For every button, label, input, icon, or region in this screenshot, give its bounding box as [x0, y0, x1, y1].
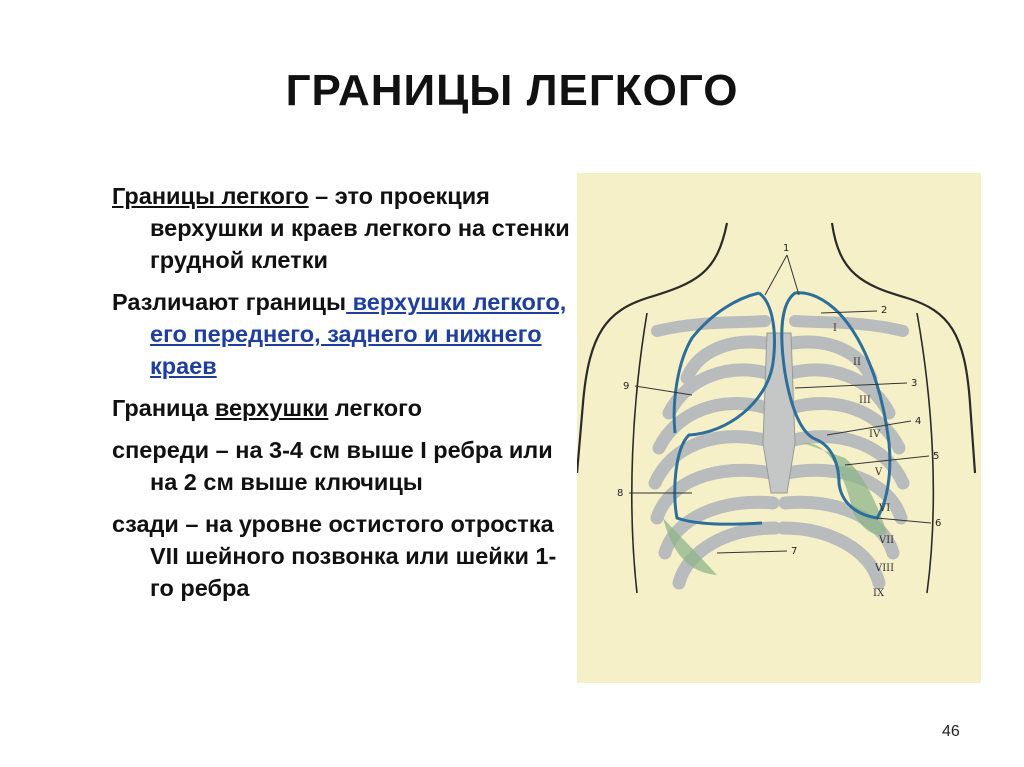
rib-label-7: VII [879, 535, 895, 546]
rib-label-4: IV [869, 429, 881, 440]
paragraph-front: спереди – на 3-4 см выше I ребра или на 2 см выше ключицы [112, 437, 553, 495]
paragraph-definition [112, 180, 572, 276]
figure-label-2: 2 [881, 305, 888, 316]
arm-line-right [917, 313, 933, 593]
anatomy-drawing [577, 173, 981, 683]
rib-label-2: II [853, 357, 861, 368]
rib-label-3: III [859, 395, 871, 406]
apex-heading-text: Граница [112, 395, 215, 421]
rib-label-1: I [833, 323, 837, 334]
arm-line-left [632, 313, 647, 593]
figure-label-1: 1 [783, 243, 790, 254]
border-types-link[interactable]: верхушки легкого, его переднего, заднего и нижнего краев [150, 289, 567, 379]
term-lung-borders: Границы легкого [112, 183, 309, 209]
ribs-left [655, 342, 775, 583]
text-content [112, 180, 572, 614]
border-types-text: Различают границы [112, 289, 347, 315]
rib-label-5: V [875, 467, 883, 478]
figure-label-3: 3 [911, 378, 918, 389]
figure-label-4: 4 [915, 416, 922, 427]
rib-label-8: VIII [875, 563, 895, 574]
figure-label-9: 9 [623, 381, 630, 392]
paragraph-back: сзади – на уровне остистого отростка VII шейного позвонка или шейки 1-го ребра [112, 511, 557, 601]
definition-text: – это проекция верхушки и краев легкого на стенки грудной клетки [150, 183, 570, 273]
rib-label-9: IX [873, 588, 885, 599]
lung-borders-illustration [577, 173, 981, 683]
rib-label-6: VI [879, 503, 891, 514]
apex-heading-text-2: легкого [328, 395, 422, 421]
figure-label-6: 6 [935, 518, 942, 529]
paragraph-border-types [112, 286, 572, 382]
page-number: 46 [942, 723, 960, 740]
figure-label-8: 8 [617, 488, 624, 499]
figure-label-7: 7 [791, 546, 798, 557]
clavicle-left [657, 321, 765, 331]
sternum [763, 333, 795, 493]
slide-title: ГРАНИЦЫ ЛЕГКОГО [285, 66, 739, 115]
term-apex: верхушки [214, 395, 329, 421]
paragraph-apex-heading [112, 392, 572, 424]
figure-label-5: 5 [933, 451, 940, 462]
